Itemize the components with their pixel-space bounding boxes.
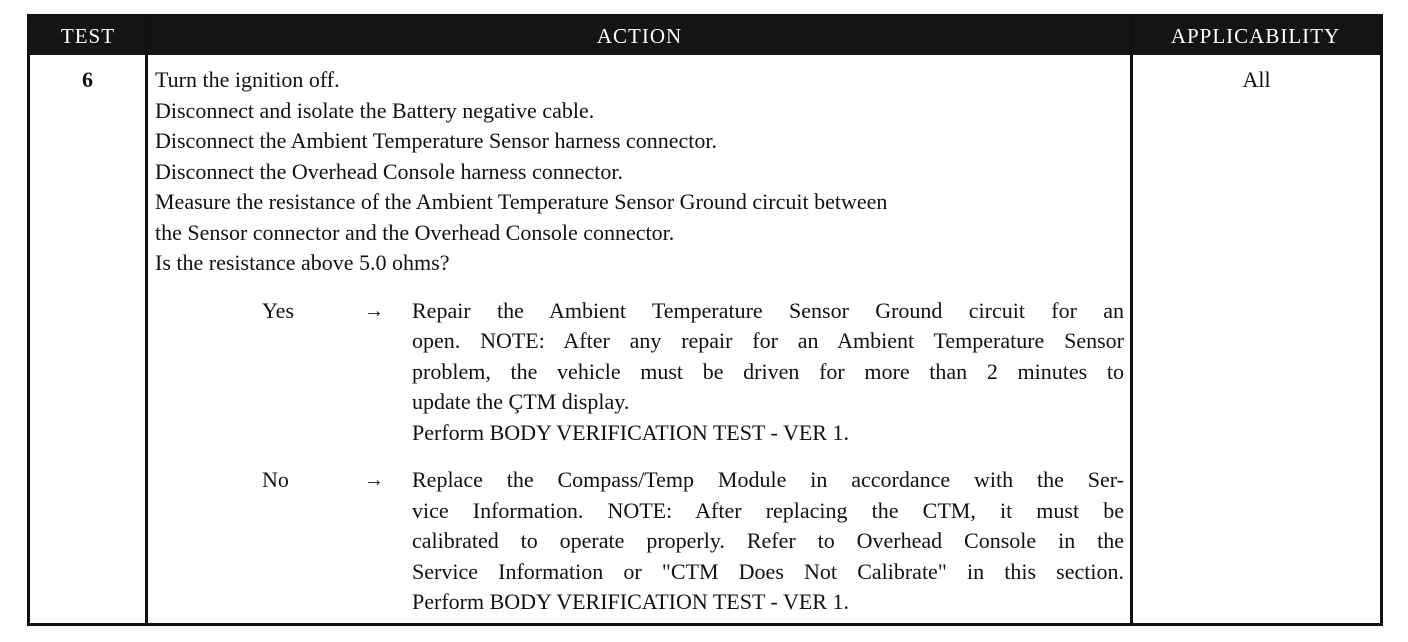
no-line: vice Information. NOTE: After replacing the CTM, it must be [412,497,1124,523]
test-number: 6 [30,55,148,623]
header-applicability: APPLICABILITY [1133,17,1380,55]
header-test: TEST [30,17,148,55]
yes-line: Perform BODY VERIFICATION TEST - VER 1. [412,419,849,445]
arrow-right-icon: → [364,469,384,491]
yes-answer [260,296,1124,449]
no-line: calibrated to operate properly. Refer to Overhead Console in the [412,528,1124,553]
yes-line: update the ÇTM display. [412,389,630,414]
yes-label: Yes [262,297,295,323]
no-line: Perform BODY VERIFICATION TEST - VER 1. [412,589,849,614]
yes-line: open. NOTE: After any repair for an Ambient Temperature Sensor [412,328,1124,353]
no-line: Service Information or "CTM Does Not Calibrate" in this section. [412,558,1124,584]
action-step: the Sensor connector and the Overhead Console connector. [155,219,675,245]
action-step: Turn the ignition off. [155,67,340,92]
action-step: Disconnect and isolate the Battery negative cable. [155,97,595,123]
no-answer [260,465,1124,618]
diagnostic-test-table [27,14,1383,626]
action-step: Measure the resistance of the Ambient Temperature Sensor Ground circuit between [155,189,888,214]
action-step: Disconnect the Overhead Console harness connector. [155,158,623,184]
no-text [412,465,1124,618]
action-cell [148,55,1133,623]
applicability-value: All [1242,67,1271,92]
yes-text [412,296,1124,449]
yes-line: problem, the vehicle must be driven for more than 2 minutes to [412,358,1124,384]
action-step: Is the resistance above 5.0 ohms? [155,250,450,275]
arrow-right-icon: → [364,299,384,322]
no-label: No [262,467,289,492]
action-step: Disconnect the Ambient Temperature Sensor harness connector. [155,128,717,153]
yes-line: Repair the Ambient Temperature Sensor Ground circuit for an [412,297,1124,323]
no-line: Replace the Compass/Temp Module in accordance with the Ser- [412,467,1124,492]
header-action: ACTION [148,17,1133,55]
